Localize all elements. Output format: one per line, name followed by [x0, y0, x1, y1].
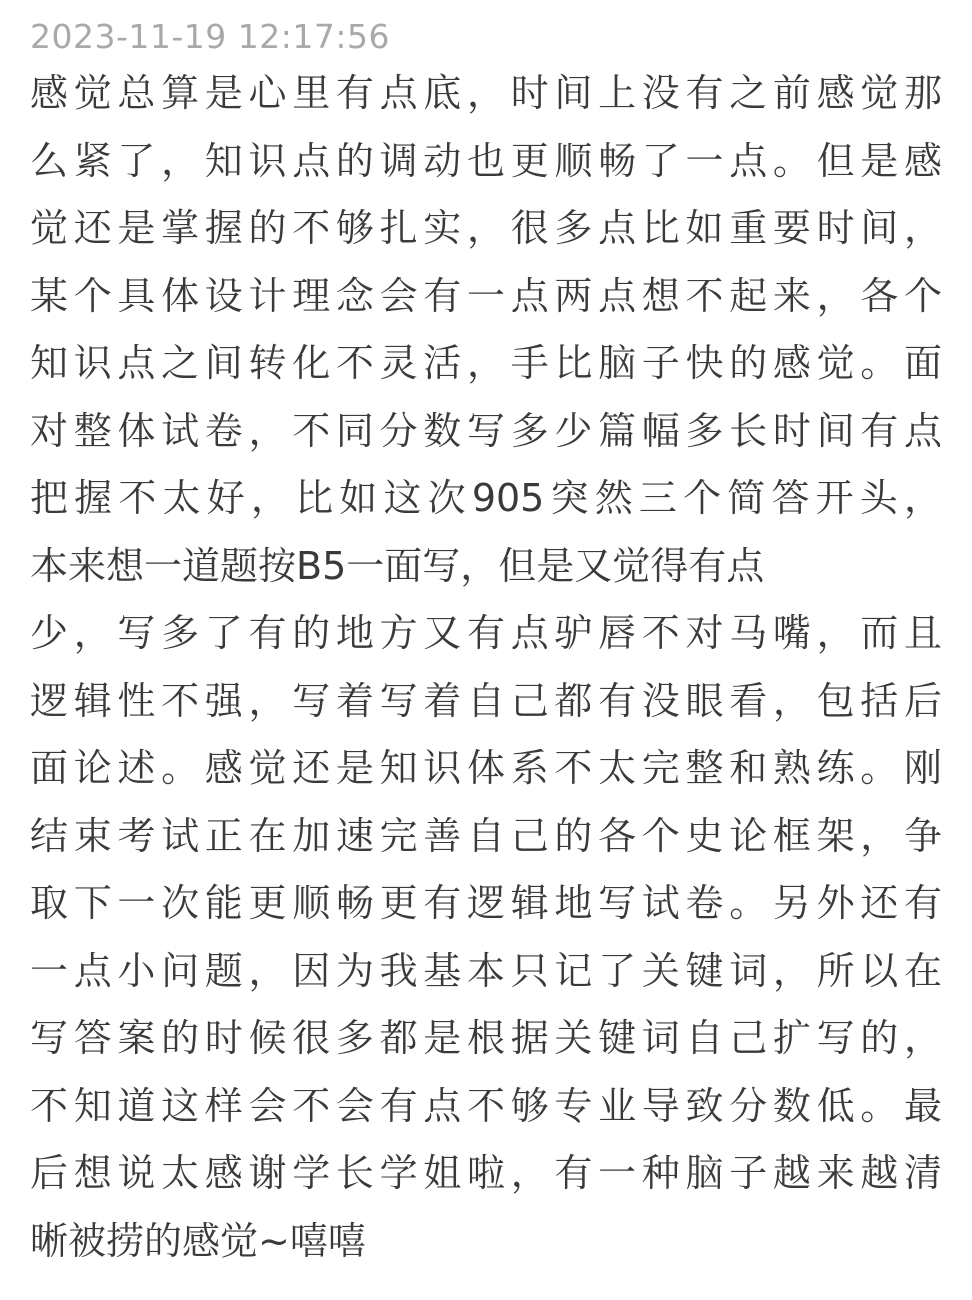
note-line-16: 不知道这样会不会有点不够专业导致分数低。最	[30, 1083, 942, 1128]
note-line-2: 么紧了，知识点的调动也更顺畅了一点。但是感	[30, 138, 942, 183]
note-line-3: 觉还是掌握的不够扎实，很多点比如重要时间，	[30, 206, 942, 250]
note-body	[30, 60, 942, 1275]
note-line-18: 晰被捞的感觉~嘻嘻	[30, 1218, 366, 1263]
note-line-9: 少，写多了有的地方又有点驴唇不对马嘴，而且	[30, 611, 942, 655]
note-line-13: 取下一次能更顺畅更有逻辑地写试卷。另外还有	[30, 881, 942, 925]
note-line-7: 把握不太好，比如这次905突然三个简答开头，	[30, 476, 942, 520]
note-line-14: 一点小问题，因为我基本只记了关键词，所以在	[30, 948, 942, 993]
note-line-12: 结束考试正在加速完善自己的各个史论框架，争	[30, 813, 942, 858]
note-line-5: 知识点之间转化不灵活，手比脑子快的感觉。面	[30, 341, 942, 385]
note-line-6: 对整体试卷，不同分数写多少篇幅多长时间有点	[30, 408, 942, 453]
note-content	[30, 14, 942, 1275]
note-timestamp: 2023-11-19 12:17:56	[30, 17, 390, 56]
note-line-8: 本来想一道题按B5一面写，但是又觉得有点	[30, 543, 765, 588]
note-line-1: 感觉总算是心里有点底，时间上没有之前感觉那	[30, 71, 942, 115]
note-line-4: 某个具体设计理念会有一点两点想不起来，各个	[30, 273, 942, 318]
note-line-17: 后想说太感谢学长学姐啦，有一种脑子越来越清	[30, 1151, 942, 1195]
note-line-11: 面论述。感觉还是知识体系不太完整和熟练。刚	[30, 746, 942, 790]
note-line-15: 写答案的时候很多都是根据关键词自己扩写的，	[30, 1016, 942, 1060]
note-line-10: 逻辑性不强，写着写着自己都有没眼看，包括后	[30, 678, 942, 723]
